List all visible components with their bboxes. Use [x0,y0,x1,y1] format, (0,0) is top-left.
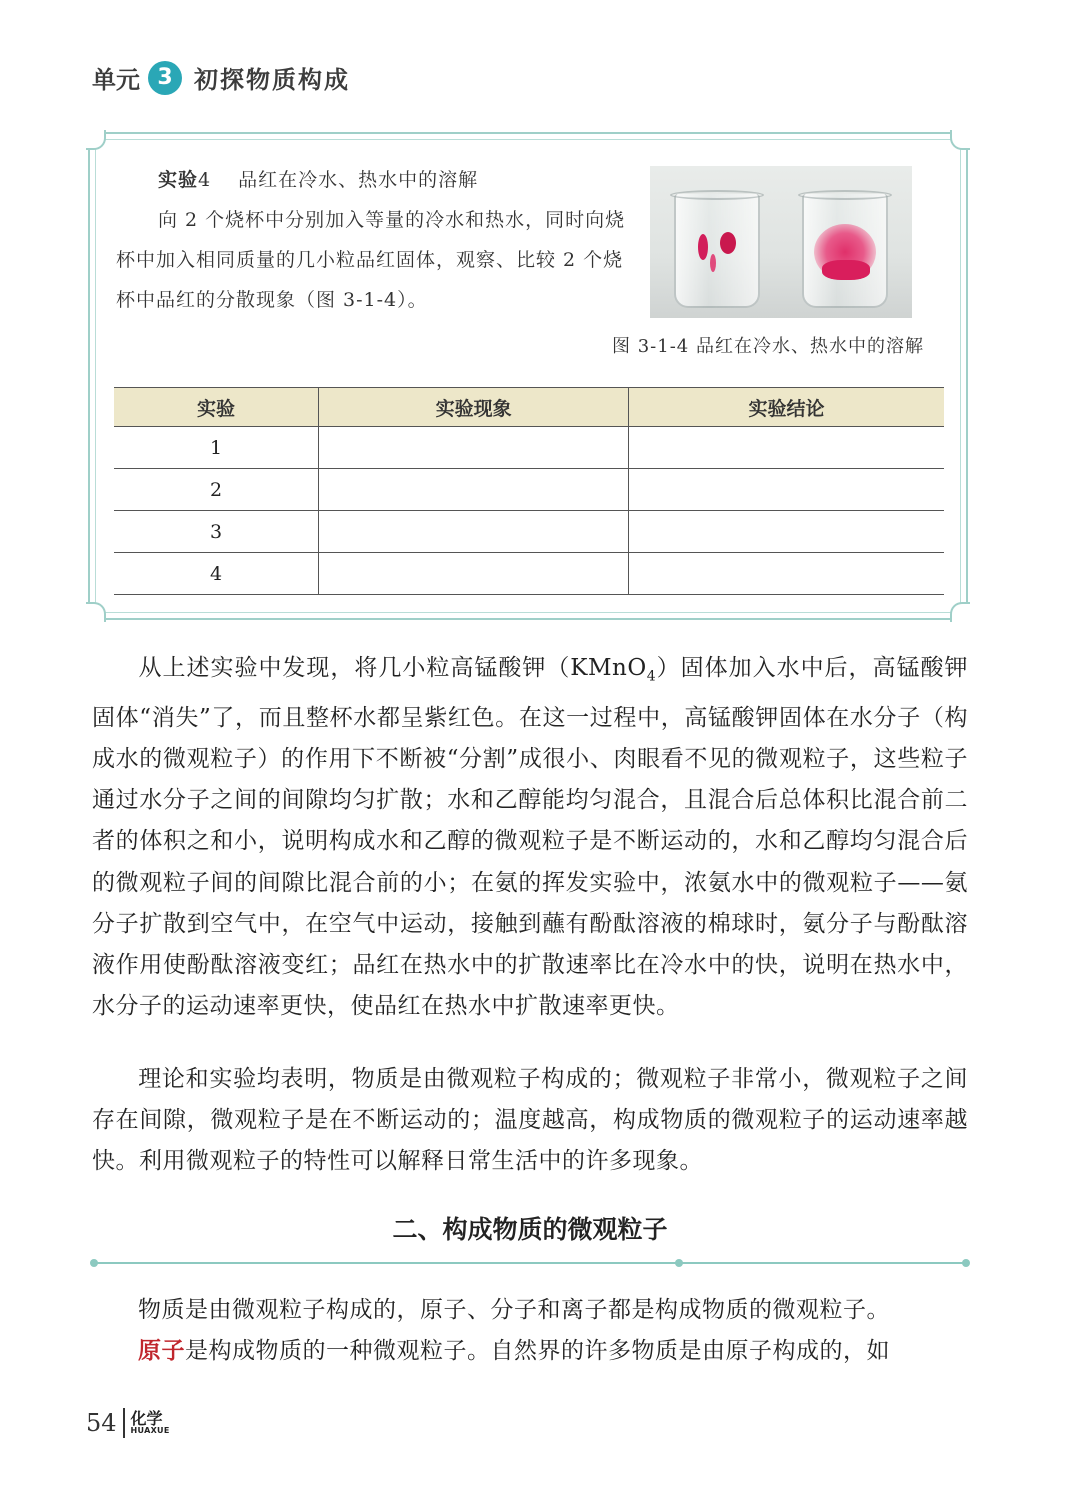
table-cell [629,553,944,595]
table-cell [629,469,944,511]
subject-label [131,1411,170,1435]
column-header: 实验结论 [629,388,944,427]
experiment-text [116,160,636,320]
column-header: 实验现象 [319,388,629,427]
table-cell [319,427,629,469]
table-cell: 2 [114,469,319,511]
page-footer [86,1408,170,1438]
unit-label: 单元 [92,66,140,94]
table-cell [319,469,629,511]
frame-corner [950,130,970,150]
frame-corner [86,602,106,622]
unit-number-badge: 3 [148,61,182,95]
table-row [114,511,944,553]
frame-corner [950,602,970,622]
column-header: 实验 [114,388,319,427]
experiment-number: 4 [198,169,212,191]
figure-caption: 图 3-1-4 品红在冷水、热水中的溶解 [612,336,924,357]
table-row [114,427,944,469]
table-header-row [114,388,944,427]
subject-pinyin: HUAXUE [130,1426,170,1435]
table-row [114,553,944,595]
table-cell [629,427,944,469]
experiment-title: 品红在冷水、热水中的溶解 [238,169,479,191]
unit-title: 初探物质构成 [194,66,350,94]
frame-corner [86,130,106,150]
paragraph-text: 理论和实验均表明，物质是由微观粒子构成的；微观粒子非常小，微观粒子之间存在间隙，微观粒子是在不断运动的；温度越高，构成物质的微观粒子的运动速率越快。利用微观粒子的特性可以解释日常生活中的许多现象。 [92,1066,968,1175]
table-cell: 1 [114,427,319,469]
experiment-body: 向 2 个烧杯中分别加入等量的冷水和热水，同时向烧杯中加入相同质量的几小粒品红固体，观察、比较 2 个烧杯中品红的分散现象（图 3-1-4）。 [116,209,626,311]
section-heading: 二、构成物质的微观粒子 [392,1215,668,1244]
table-row [114,469,944,511]
section-divider [92,1262,968,1264]
body-paragraph [92,1059,968,1183]
beaker-photo [650,166,912,318]
cold-water-beaker [674,194,760,308]
table-cell: 3 [114,511,319,553]
table-cell: 4 [114,553,319,595]
key-term: 原子 [138,1338,185,1364]
table-cell [319,511,629,553]
unit-header [92,60,350,95]
hot-water-beaker [802,194,888,308]
body-paragraph [92,648,968,1027]
experiment-table [114,387,944,595]
subject-name: 化学 [130,1409,163,1428]
paragraph-text: 是构成物质的一种微观粒子。自然界的许多物质是由原子构成的，如 [185,1338,890,1364]
experiment-label: 实验 [158,169,199,191]
body-paragraph [92,1331,968,1372]
paragraph-text: ）固体加入水中后，高锰酸钾固体“消失”了，而且整杯水都呈紫红色。在这一过程中，高锰酸钾固体在水分子（构成水的微观粒子）的作用下不断被“分割”成很小、肉眼看不见的微观粒子，这些粒子通过水分子之间的间隙均匀扩散；水和乙醇能均匀混合，且混合后总体积比混合前二者的体积之和小，说明构成水和乙醇的微观粒子是不断运动的，水和乙醇均匀混合后的微观粒子间的间隙比混合前的小；在氨的挥发实验中，浓氨水中的微观粒子——氨分子扩散到空气中，在空气中运动，接触到蘸有酚酞溶液的棉球时，氨分子与酚酞溶液作用使酚酞溶液变红；品红在热水中的扩散速率比在冷水中的快，说明在热水中，水分子的运动速率更快，使品红在热水中扩散速率更快。 [92,655,969,1020]
paragraph-text: 从上述实验中发现，将几小粒高锰酸钾（KMnO [138,655,647,681]
body-paragraph: 物质是由微观粒子构成的，原子、分子和离子都是构成物质的微观粒子。 [138,1297,890,1323]
page-number: 54 [86,1408,125,1438]
table-cell [319,553,629,595]
table-cell [629,511,944,553]
experiment-title-line [116,160,636,200]
subscript: 4 [646,668,657,685]
